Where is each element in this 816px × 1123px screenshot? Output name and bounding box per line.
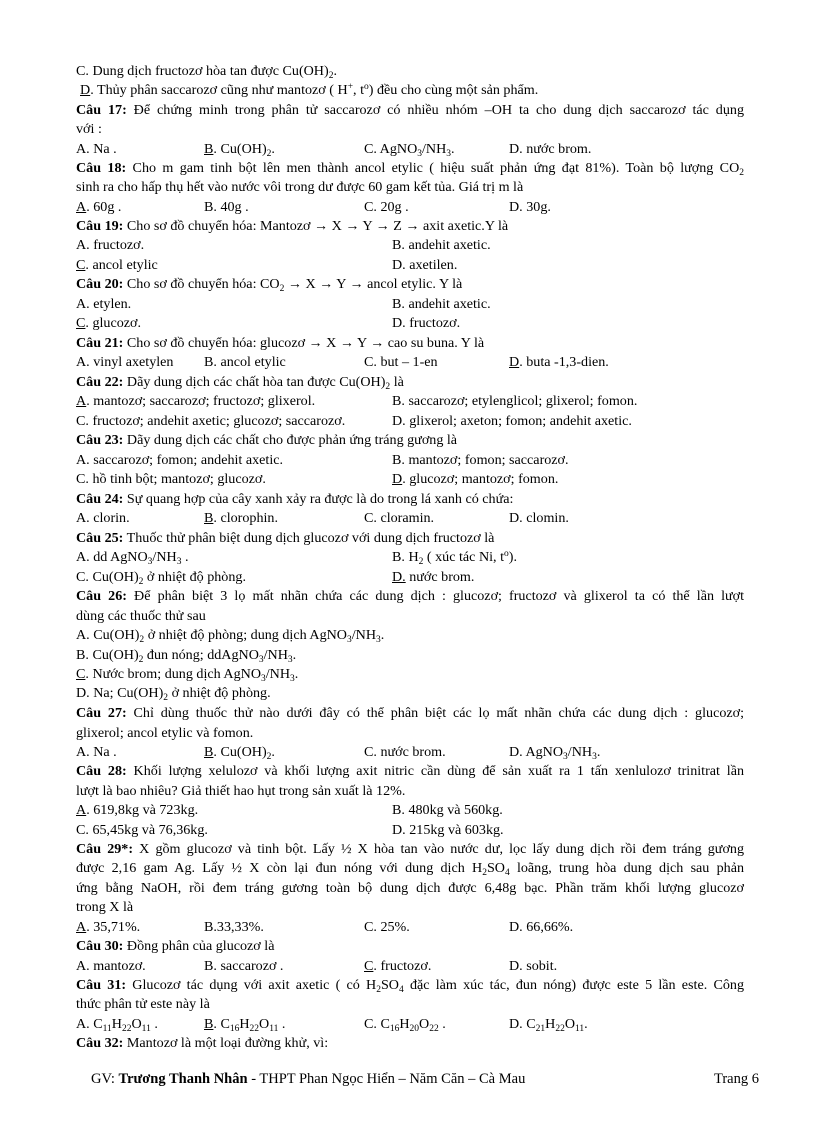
answer-option: C. ancol etylic: [76, 257, 158, 273]
answer-option: D. $C_{21}H_{22}O_{11}$.: [509, 1016, 588, 1034]
answer-option: B. $Cu(OH)_2$.: [204, 744, 275, 762]
text-line: D. Na; $Cu(OH)_2$ ở nhiệt độ phòng.: [76, 685, 271, 703]
text-line: A. $Cu(OH)_2$ ở nhiệt độ phòng; dung dịch $AgNO_3/NH_3$.: [76, 627, 385, 645]
text-line: [76, 509, 744, 527]
answer-option: C. 20g .: [364, 199, 409, 215]
answer-option: B. $C_{16}H_{22}O_{11}$ .: [204, 1016, 286, 1034]
text-line: ứng bằng NaOH, rồi đem tráng gương toàn bộ dung dịch được 6,48g bạc. Phần trăm khối lượng glucozơ: [76, 880, 744, 896]
text-line: với :: [76, 121, 102, 137]
answer-option: B. $H_2$ ( xúc tác Ni, $t^o$).: [392, 549, 517, 567]
text-line: B. $Cu(OH)_2$ đun nóng; $ddAgNO_3/NH_3$.: [76, 647, 297, 665]
answer-option: A. vinyl axetylen: [76, 354, 174, 370]
answer-option: D. axetilen.: [392, 257, 458, 273]
text-line: dùng các thuốc thử sau: [76, 608, 206, 624]
answer-option: C. hồ tinh bột; mantozơ; glucozơ.: [76, 471, 266, 487]
text-line: [76, 353, 744, 371]
text-line: Câu 26: Để phân biệt 3 lọ mất nhãn chứa các dung dịch : glucozơ; fructozơ và glixerol ta có thể lần lượt: [76, 588, 745, 604]
text-line: [76, 314, 744, 332]
text-line: C. Dung dịch fructozơ hòa tan được $Cu(OH)_2$.: [76, 63, 337, 81]
answer-option: C. nước brom.: [364, 744, 446, 760]
answer-option: D. 30g.: [509, 199, 551, 215]
answer-option: B.33,33%.: [204, 919, 264, 935]
answer-option: B. clorophin.: [204, 510, 278, 526]
answer-option: D. 66,66%.: [509, 919, 574, 935]
text-line: [76, 256, 744, 274]
text-line: D. Thủy phân saccarozơ cũng như mantozơ ( H+, $t^o$) đều cho cùng một sản phẩm.: [80, 82, 539, 98]
answer-option: D. glucozơ; mantozơ; fomon.: [392, 471, 559, 487]
answer-option: D. buta -1,3-dien.: [509, 354, 609, 370]
page-number: Trang 6: [714, 1071, 759, 1087]
answer-option: A. Na .: [76, 744, 117, 760]
answer-option: D. $AgNO_3/NH_3$.: [509, 744, 601, 762]
answer-option: A. dd $AgNO_3/NH_3$ .: [76, 549, 189, 567]
answer-option: A. 35,71%.: [76, 919, 141, 935]
answer-option: B. saccarozơ .: [204, 958, 284, 974]
answer-option: C. $AgNO_3/NH_3$.: [364, 141, 455, 159]
answer-option: D. nước brom.: [509, 141, 592, 157]
text-line: Câu 25: Thuốc thử phân biệt dung dịch glucozơ với dung dịch fructozơ là: [76, 530, 495, 546]
answer-option: C. $Cu(OH)_2$ ở nhiệt độ phòng.: [76, 569, 246, 587]
text-line: [76, 451, 744, 469]
answer-option: D. glixerol; axeton; fomon; andehit axetic.: [392, 413, 632, 429]
text-line: Câu 23: Dãy dung dịch các chất cho được phản ứng tráng gương là: [76, 432, 458, 448]
footer-prefix: GV:: [91, 1071, 119, 1087]
text-line: Câu 17: Để chứng minh trong phân tử saccarozơ có nhiều nhóm –OH ta cho dung dịch saccarozơ tác dụng: [76, 102, 744, 118]
answer-option: C. fructozơ.: [364, 958, 432, 974]
answer-option: B. andehit axetic.: [392, 237, 491, 253]
text-line: [76, 821, 744, 839]
answer-option: D. fructozơ.: [392, 315, 461, 331]
answer-option: B. ancol etylic: [204, 354, 286, 370]
text-line: Câu 20: Cho sơ đồ chuyển hóa: $CO_2 \to X \to Y$ → ancol etylic. Y là: [76, 276, 463, 294]
answer-option: A. 60g .: [76, 199, 122, 215]
answer-option: A. 619,8kg và 723kg.: [76, 802, 199, 818]
text-line: được 2,16 gam Ag. Lấy ½ X còn lại đun nóng với dung dịch $H_2SO_4$ loãng, trung hòa dung dịch sau phản: [76, 860, 744, 878]
answer-option: A. $C_{11}H_{22}O_{11}$ .: [76, 1016, 158, 1034]
answer-option: D. sobit.: [509, 958, 558, 974]
answer-option: D. clomin.: [509, 510, 569, 526]
answer-option: A. mantozơ.: [76, 958, 146, 974]
text-line: Câu 30: Đồng phân của glucozơ là: [76, 938, 275, 954]
answer-option: C. cloramin.: [364, 510, 435, 526]
answer-option: C. but – 1-en: [364, 354, 438, 370]
text-line: Câu 24: Sự quang hợp của cây xanh xảy ra được là do trong lá xanh có chứa:: [76, 491, 514, 507]
text-line: [76, 801, 744, 819]
text-line: Câu 29*: X gồm glucozơ và tinh bột. Lấy ½ X hòa tan vào nước dư, lọc lấy dung dịch rồi đem tráng gương: [76, 841, 744, 857]
answer-option: B. saccarozơ; etylenglicol; glixerol; fomon.: [392, 393, 638, 409]
text-line: [76, 412, 744, 430]
text-line: [76, 295, 744, 313]
text-line: Câu 27: Chỉ dùng thuốc thử nào dưới đây có thể phân biệt các lọ mất nhãn chứa các dung dịch : glucozơ;: [76, 705, 744, 721]
answer-option: B. $Cu(OH)_2$.: [204, 141, 275, 159]
answer-option: B. mantozơ; fomon; saccarozơ.: [392, 452, 569, 468]
text-line: [76, 236, 744, 254]
text-line: Câu 32: Mantozơ là một loại đường khử, vì:: [76, 1035, 329, 1051]
answer-option: A. clorin.: [76, 510, 130, 526]
text-line: Câu 22: Dãy dung dịch các chất hòa tan được $Cu(OH)_2$ là: [76, 374, 404, 392]
answer-option: D. nước brom.: [392, 569, 475, 585]
text-line: lượt là bao nhiêu? Giả thiết hao hụt trong sản xuất là 12%.: [76, 783, 406, 799]
answer-option: D. 215kg và 603kg.: [392, 822, 504, 838]
text-line: [76, 568, 744, 586]
answer-option: A. Na .: [76, 141, 117, 157]
text-line: [76, 957, 744, 975]
text-line: Câu 31: Glucozơ tác dụng với axit axetic ( có $H_2SO_4$ đặc làm xúc tác, đun nóng) được este 5 lần este. Công: [76, 977, 744, 995]
text-line: [76, 198, 744, 216]
text-line: [76, 918, 744, 936]
text-line: glixerol; ancol etylic và fomon.: [76, 725, 254, 741]
answer-option: A. etylen.: [76, 296, 132, 312]
answer-option: A. mantozơ; saccarozơ; fructozơ; glixerol.: [76, 393, 316, 409]
text-line: sinh ra cho hấp thụ hết vào nước vôi trong dư được 60 gam kết tủa. Giá trị m là: [76, 179, 524, 195]
answer-option: C. fructozơ; andehit axetic; glucozơ; saccarozơ.: [76, 413, 346, 429]
text-line: trong X là: [76, 899, 134, 915]
text-line: Câu 19: Cho sơ đồ chuyển hóa: Mantozơ → X → Y → Z → axit axetic.Y là: [76, 218, 509, 234]
answer-option: C. $C_{16}H_{20}O_{22}$ .: [364, 1016, 446, 1034]
text-line: [76, 548, 744, 566]
answer-option: B. andehit axetic.: [392, 296, 491, 312]
answer-option: B. 480kg và 560kg.: [392, 802, 503, 818]
text-line: [76, 743, 744, 761]
text-line: Câu 28: Khối lượng xelulozơ và khối lượng axit nitric cần dùng để sản xuất ra 1 tấn xenlulozơ trinitrat lần: [76, 763, 745, 779]
answer-option: B. 40g .: [204, 199, 249, 215]
answer-option: C. glucozơ.: [76, 315, 141, 331]
text-line: [76, 1015, 744, 1033]
answer-option: A. fructozơ.: [76, 237, 145, 253]
answer-option: C. 65,45kg và 76,36kg.: [76, 822, 208, 838]
text-line: C. Nước brom; dung dịch $AgNO_3/NH_3$.: [76, 666, 299, 684]
answer-option: C. 25%.: [364, 919, 410, 935]
text-line: thức phân tử este này là: [76, 996, 210, 1012]
text-line: [76, 392, 744, 410]
text-line: Câu 18: Cho m gam tinh bột lên men thành ancol etylic ( hiệu suất phản ứng đạt 81%). Toàn bộ lượng $CO_2$: [76, 160, 744, 178]
page-footer: [91, 1070, 759, 1088]
footer-school: - THPT Phan Ngọc Hiển – Năm Căn – Cà Mau: [247, 1071, 526, 1087]
answer-option: A. saccarozơ; fomon; andehit axetic.: [76, 452, 284, 468]
text-line: Câu 21: Cho sơ đồ chuyển hóa: glucozơ → X → Y → cao su buna. Y là: [76, 335, 485, 351]
text-line: [76, 470, 744, 488]
footer-teacher: Trương Thanh Nhân: [118, 1071, 248, 1087]
text-line: [76, 140, 744, 158]
